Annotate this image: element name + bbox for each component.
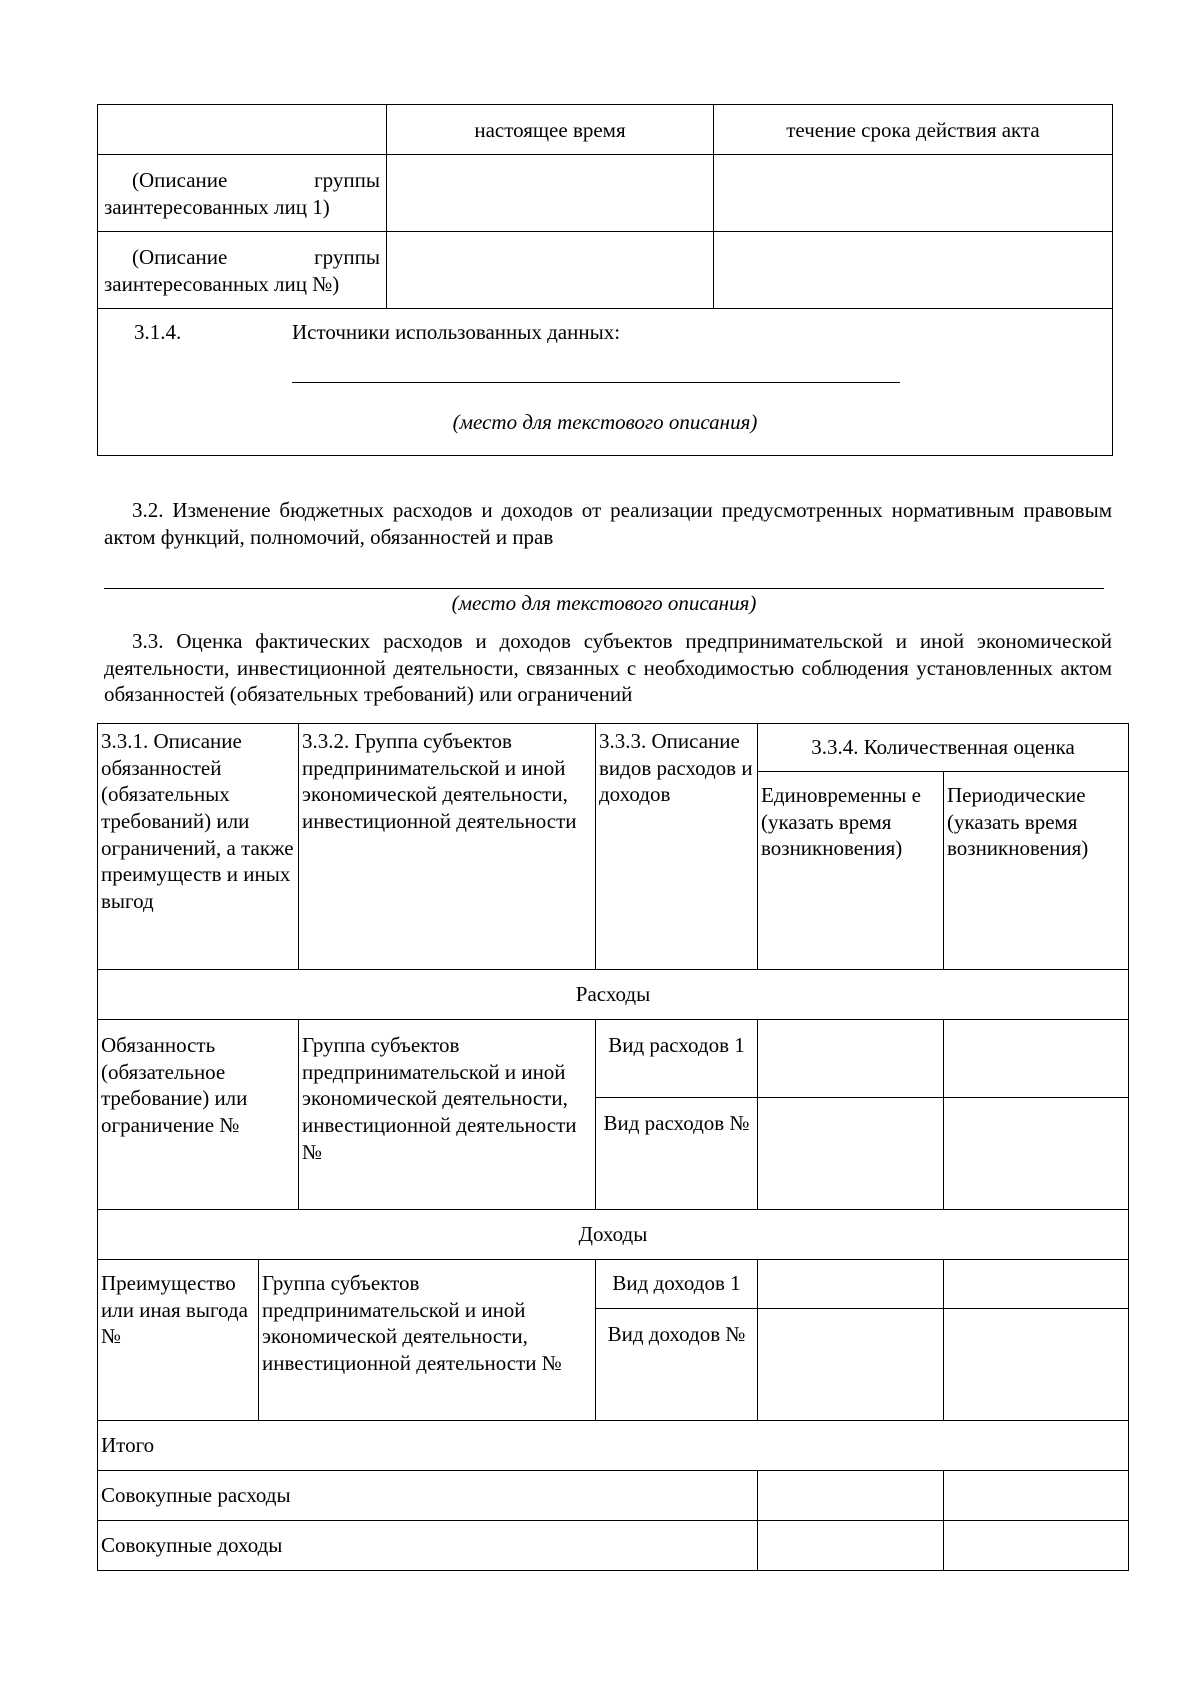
income-kind-n: Вид доходов № [596,1309,758,1421]
sources-number: 3.1.4. [134,320,182,344]
section-3-3-text: 3.3. Оценка фактических расходов и доходов субъектов предпринимательской и иной экономической деятельности, инвестиционной деятельности, связанных с необходимостью соблюдения установленных актом обязанностей (обязательных требований) или ограничений [104,629,1112,707]
expense-group: Группа субъектов предпринимательской и иной экономической деятельности, инвестиционной деятельности № [299,1020,596,1210]
totals-title: Итого [98,1421,1129,1471]
header-quantitative: 3.3.4. Количественная оценка [758,724,1129,772]
value-cell [758,1260,944,1309]
header-duties: 3.3.1. Описание обязанностей (обязательных требований) или ограничений, а также преимуществ и иных выгод [98,724,299,970]
header-one-time: Единовременны е (указать время возникновения) [758,772,944,970]
sources-caption: (место для текстового описания) [452,410,758,434]
value-cell [944,1260,1129,1309]
value-cell [714,232,1113,309]
data-sources-cell [98,309,1113,456]
stakeholder-group-n [98,232,387,309]
value-cell [758,1521,944,1571]
desc-word: группы [314,245,380,269]
stakeholder-groups-table [97,104,1113,456]
table1-header-current: настоящее время [387,105,714,155]
value-cell [758,1309,944,1421]
fill-line [104,588,1104,589]
income-section-title: Доходы [98,1210,1129,1260]
table1-header-period: течение срока действия акта [714,105,1113,155]
expenses-section-title: Расходы [98,970,1129,1020]
income-kind-1: Вид доходов 1 [596,1260,758,1309]
value-cell [387,155,714,232]
costs-income-table [97,723,1129,1571]
table1-header-empty [98,105,387,155]
expense-duty: Обязанность (обязательное требование) или ограничение № [98,1020,299,1210]
value-cell [944,1098,1129,1210]
value-cell [758,1098,944,1210]
value-cell [758,1471,944,1521]
sources-label: Источники использованных данных: [292,320,621,344]
header-periodic: Периодические (указать время возникновения) [944,772,1129,970]
desc-word: (Описание [132,245,228,269]
expense-kind-n: Вид расходов № [596,1098,758,1210]
header-kinds: 3.3.3. Описание видов расходов и доходов [596,724,758,970]
section-3-3 [104,628,1112,708]
desc-line: заинтересованных лиц №) [104,271,340,296]
section-3-2-caption: (место для текстового описания) [451,591,757,615]
value-cell [944,1309,1129,1421]
value-cell [387,232,714,309]
section-3-2 [104,497,1112,550]
desc-word: группы [314,168,380,192]
header-group: 3.3.2. Группа субъектов предпринимательской и иной экономической деятельности, инвестиционной деятельности [299,724,596,970]
income-benefit: Преимущество или иная выгода № [98,1260,259,1421]
total-expenses: Совокупные расходы [98,1471,758,1521]
expense-kind-1: Вид расходов 1 [596,1020,758,1098]
section-3-2-text: 3.2. Изменение бюджетных расходов и доходов от реализации предусмотренных нормативным правовым актом функций, полномочий, обязанностей и прав [104,498,1112,549]
value-cell [944,1471,1129,1521]
value-cell [714,155,1113,232]
fill-line [292,382,900,383]
desc-word: (Описание [132,168,228,192]
desc-line: заинтересованных лиц 1) [104,194,330,219]
value-cell [944,1521,1129,1571]
value-cell [944,1020,1129,1098]
total-income: Совокупные доходы [98,1521,758,1571]
value-cell [758,1020,944,1098]
income-group: Группа субъектов предпринимательской и иной экономической деятельности, инвестиционной деятельности № [259,1260,596,1421]
stakeholder-group-1 [98,155,387,232]
